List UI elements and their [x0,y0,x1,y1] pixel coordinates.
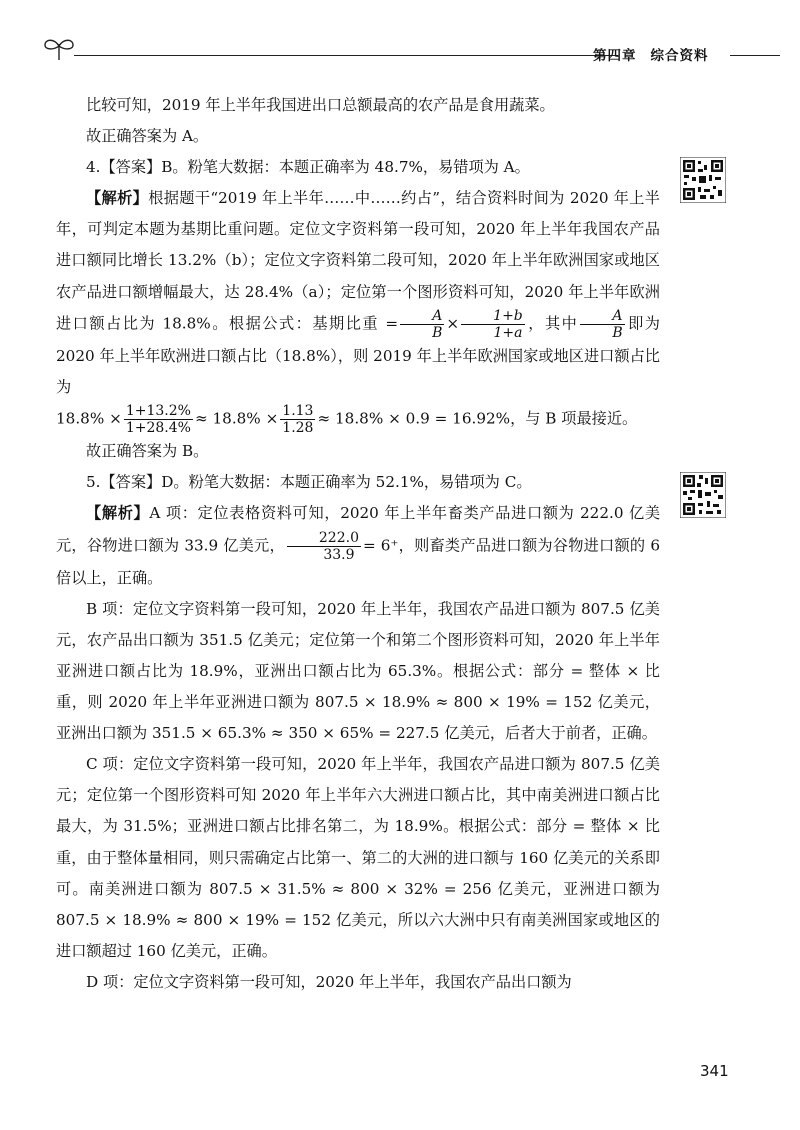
header-rule-tail [730,55,780,56]
fraction-calc: $\frac{222.0}{33.9}$ [287,530,361,563]
answer-heading-q5: 5.【答案】D。粉笔大数据：本题正确率为 52.1%，易错项为 C。 [86,473,532,492]
explanation-tag: 【解析】 [86,504,150,523]
calculation-line: 18.8% × $\frac{1+13.2\%}{1+28.4\%}$ ≈ 18.8% × $\frac{1.13}{1.28}$ ≈ 18.8% × 0.9 = 16.92%，与 B 项最接近。 [56,403,638,437]
explanation-q4: 【解析】根据题干“2019 年上半年……中……约占”，结合资料时间为 2020 年上半年，可判定本题为基期比重问题。定位文字资料第一段可知，2020 年上半年我国农产品进口额同比增长 13.2%（b）；定位文字资料第二段可知，2020 年上半年欧洲国家或地区农产品进口额增幅最大，达 28.4%（a）；定位第一个图形资料可知，2020 年上半年欧洲进口额占比为 18.8%。根据公式：基期比重 = $\frac{A}{B}$ × $\frac{1+b}{1+a}$ ，其中 $\frac{A}{B}$ 即为 2020 年上半年欧洲进口额占比（18.8%），则 2019 年上半年欧洲国家或地区进口额占比为 [56,189,660,396]
chapter-number: 第四章 [593,48,637,64]
fraction-growth: $\frac{1+b}{1+a}$ [461,308,525,341]
explanation-q5-d: D 项：定位文字资料第一段可知，2020 年上半年，我国农产品出口额为 [86,972,572,991]
fraction-calc: $\frac{1+13.2\%}{1+28.4\%}$ [125,403,191,437]
fraction-a-over-b: $\frac{A}{B}$ [400,308,444,341]
page-body [56,90,660,998]
fraction-calc: $\frac{1.13}{1.28}$ [282,403,314,437]
explanation-q5-a: 【解析】A 项：定位表格资料可知，2020 年上半年畜类产品进口额为 222.0 亿美元，谷物进口额为 33.9 亿美元， $\frac{222.0}{33.9}$ = 6⁺，则畜类产品进口额为谷物进口额的 6 倍以上，正确。 [56,504,661,587]
explanation-tag: 【解析】 [86,189,149,208]
qr-code-icon[interactable] [680,157,726,203]
fraction-a-over-b: $\frac{A}{B}$ [580,308,624,341]
qr-code-icon[interactable] [680,472,726,518]
explanation-text: 根据题干“2019 年上半年……中……约占”，结合资料时间为 2020 年上半年，可判定本题为基期比重问题。定位文字资料第一段可知，2020 年上半年我国农产品进口额同比增长 13.2%（b）；定位文字资料第二段可知，2020 年上半年欧洲国家或地区农产品进口额增幅最大，达 28.4%（a）；定位第一个图形资料可知，2020 年上半年欧洲进口额占比为 18.8%。根据公式：基期比重 = [56,189,660,333]
paragraph: 比较可知，2019 年上半年我国进出口总额最高的农产品是食用蔬菜。 [86,96,555,114]
header-rule [74,55,618,56]
page-number: 341 [700,1062,729,1080]
sprout-icon [42,36,76,62]
paragraph: 故正确答案为 B。 [86,442,209,461]
explanation-q5-c: C 项：定位文字资料第一段可知，2020 年上半年，我国农产品进口额为 807.5 亿美元；定位第一个图形资料可知 2020 年上半年六大洲进口额占比，其中南美洲进口额占比最大，为 31.5%；亚洲进口额占比排名第二，为 18.9%。根据公式：部分 = 整体 × 比重，由于整体量相同，则只需确定占比第一、第二的大洲的进口额与 160 亿美元的关系即可。南美洲进口额为 807.5 × 31.5% ≈ 800 × 32% = 256 亿美元，亚洲进口额为 807.5 × 18.9% ≈ 800 × 19% = 152 亿美元，所以六大洲中只有南美洲国家或地区的进口额超过 160 亿美元，正确。 [56,755,660,960]
chapter-title: 综合资料 [650,48,709,64]
running-header [40,38,780,68]
chapter-heading [593,44,709,64]
paragraph: 故正确答案为 A。 [86,127,209,146]
answer-heading-q4: 4.【答案】B。粉笔大数据：本题正确率为 48.7%，易错项为 A。 [86,158,530,177]
explanation-q5-b: B 项：定位文字资料第一段可知，2020 年上半年，我国农产品进口额为 807.5 亿美元，农产品出口额为 351.5 亿美元；定位第一个和第二个图形资料可知，2020 年上半年亚洲进口额占比为 18.9%，亚洲出口额占比为 65.3%。根据公式：部分 = 整体 × 比重，则 2020 年上半年亚洲进口额为 807.5 × 18.9% ≈ 800 × 19% = 152 亿美元，亚洲出口额为 351.5 × 65.3% ≈ 350 × 65% = 227.5 亿美元，后者大于前者，正确。 [56,599,660,743]
